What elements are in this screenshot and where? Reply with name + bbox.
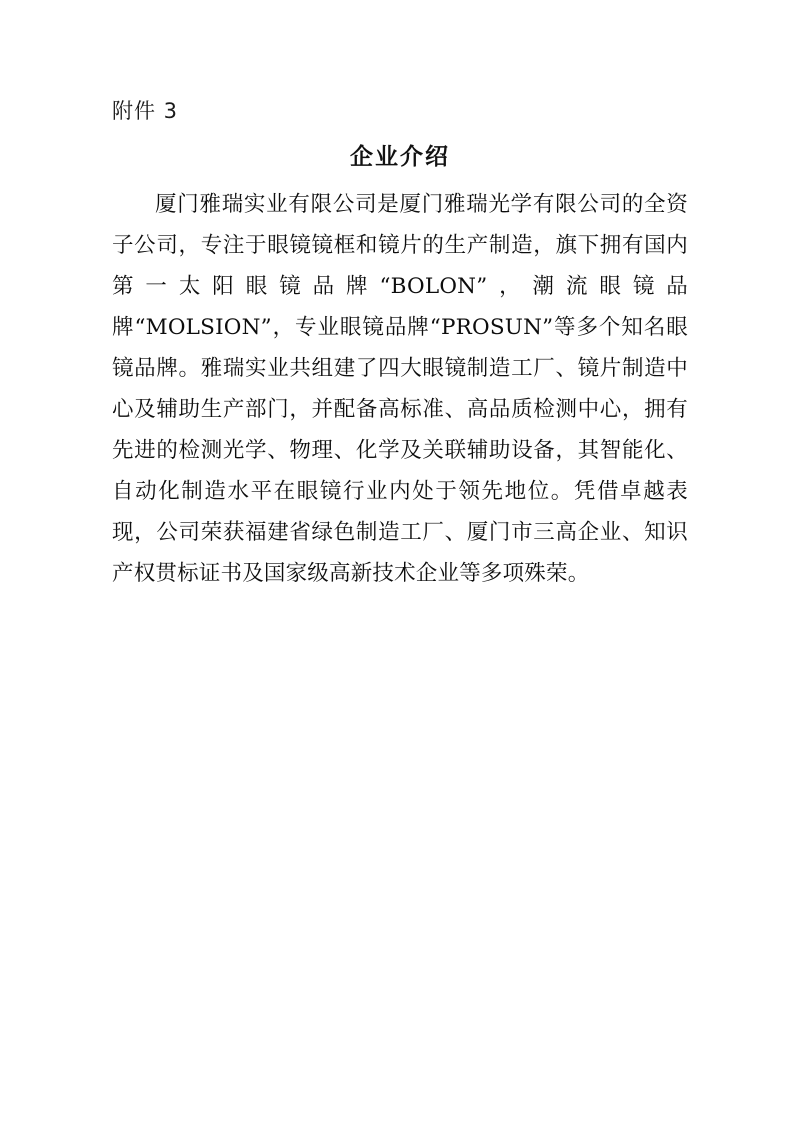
attachment-label: 附件 3 <box>112 99 179 123</box>
document-content <box>112 96 688 594</box>
body-paragraph: 厦门雅瑞实业有限公司是厦门雅瑞光学有限公司的全资子公司，专注于眼镜镜框和镜片的生产制造，旗下拥有国内第一太阳眼镜品牌“BOLON”，潮流眼镜品牌“MOLSION”，专业眼镜品牌“PROSUN”等多个知名眼镜品牌。雅瑞实业共组建了四大眼镜制造工厂、镜片制造中心及辅助生产部门，并配备高标准、高品质检测中心，拥有先进的检测光学、物理、化学及关联辅助设备，其智能化、自动化制造水平在眼镜行业内处于领先地位。凭借卓越表现，公司荣获福建省绿色制造工厂、厦门市三高企业、知识产权贯标证书及国家级高新技术企业等多项殊荣。 <box>112 192 688 586</box>
page-title: 企业介绍 <box>350 144 450 170</box>
